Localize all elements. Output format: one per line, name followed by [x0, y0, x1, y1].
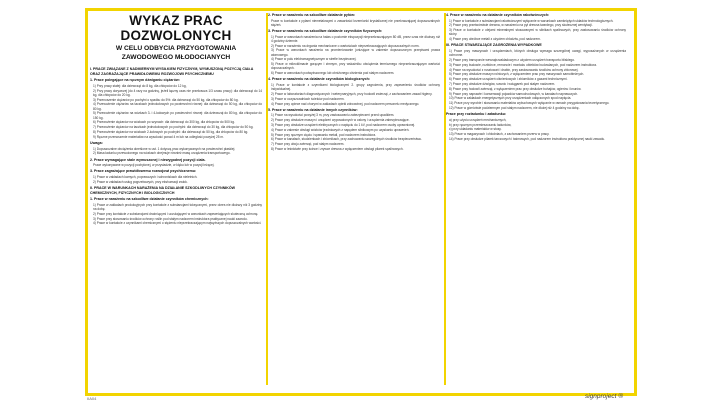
list-item: 7) Prace przy uboju zwierząt, pod stałym nadzorem. [271, 142, 345, 147]
list-item: 8) Prace przy hodowli zwierząt, z wyłączeniem prac przy obsłudze buhajów, ogierów i knurów. [449, 86, 582, 91]
list-item: 7) Prace przy obsłudze dźwigów, suwnic i wciągarek pod stałym nadzorem. [449, 81, 556, 86]
list-item: 12) Prace w górnictwie podziemnym pod stałym nadzorem, nie dłużej niż 4 godziny na dobę. [449, 105, 580, 110]
section-heading: 4. Prace w narażeniu na działanie czynników biologicznych: [268, 77, 371, 82]
list-item: 1) Dopuszczalne obciążenia określone w ust. 1 dotyczą prac wykonywanych na powierzchni płaskiej. [93, 146, 236, 151]
list-item: 1) Przy pracy stałej: dla dziewcząt do 8 kg, dla chłopców do 12 kg, [93, 83, 187, 88]
list-item: 4) Przewożenie ciężarów na taczkach jednokołowych po powierzchni równej: dla dziewcząt do 50 kg, dla chłopców do 80 kg. [93, 102, 262, 111]
section-heading: Prace przy rozładunku i załadunku: [446, 112, 507, 117]
list-item: 6) Prace w kanałach, studzienkach i zbiornikach, przy zachowaniu szczególnych środków bezpieczeństwa. [271, 137, 422, 142]
list-item: 1) Prace przy maszynach i urządzeniach, których obsługa wymaga szczególnej uwagi, wyposażonych w urządzenia ochronne. [449, 48, 626, 58]
page-title: WYKAZ PRAC DOZWOLONYCH [120, 13, 232, 43]
list-item: b) przy ręcznym przemieszczaniu ładunków, [449, 122, 512, 127]
title-block [90, 13, 262, 65]
list-item: 1) Prace w zakładach karnych, poprawczych i schroniskach dla nieletnich. [93, 174, 198, 179]
column-right [446, 11, 626, 387]
section-heading: III. PRACE STWARZAJĄCE ZAGROŻENIA WYPADKOWE [446, 43, 542, 48]
list-item: 4) Prace w zakresie obsługi wózków jezdniowych z napędem silnikowym po uzyskaniu uprawnień. [271, 127, 410, 132]
list-item: Prace wykonywane w pozycji pochylonej, w przysiadzie, w klęku lub w pozycji leżącej. [93, 163, 215, 168]
column-left-body [90, 67, 262, 226]
section-heading: Uwaga: [90, 140, 103, 145]
list-item: 13) Prace w magazynach i chłodniach, z zachowaniem przerw w pracy. [449, 132, 550, 137]
document-code: IIA04 [87, 396, 97, 401]
list-item: Prace w kontakcie z pyłami niemetalowymi o zawartości krzemionki krystalicznej nie przekraczającej dopuszczalnych stężeń. [271, 18, 440, 27]
list-item: 3) Prace przy stosowaniu środków ochrony roślin pod stałym nadzorem instruktora praktycznej nauki zawodu. [93, 216, 248, 221]
section-heading: 2. Prace wymagające stale wymuszonej i niewygodnej pozycji ciała. [90, 157, 206, 162]
list-item: 2) Prace przy przetwórstwie drewna, w narażeniu na pył drewna twardego, przy skutecznej wentylacji. [449, 23, 593, 28]
section-heading: 2. Prace w narażeniu na szkodliwe działanie pyłów: [268, 13, 356, 17]
list-item: 2) Prace w laboratoriach diagnostycznych i weterynaryjnych, przy hodowli zwierząt, z zachowaniem zasad higieny. [271, 91, 433, 96]
list-item: 8) Prace w leśnictwie przy ścince i zrywce drewna z wyłączeniem obsługi pilarek spalinowych. [271, 146, 404, 151]
list-item: 2) Prace przy transporcie wewnątrzzakładowym z użyciem urządzeń transportu bliskiego. [449, 57, 575, 62]
list-item: 1) Prace w kontakcie z czynnikami biologicznymi 2. grupy zagrożenia, przy zapewnieniu środków ochrony indywidualnej. [271, 82, 440, 92]
list-item: 2) Masa ładunku przewożonego na wózkach obejmuje również masę urządzenia transportowego. [93, 151, 231, 156]
list-item: 1) Prace w zakładach produkcyjnych przy kontakcie z substancjami toksycznymi, przez okres nie dłuższy niż 3 godziny na dobę. [93, 202, 262, 211]
list-item: a) przy użyciu urządzeń mechanicznych, [449, 117, 507, 122]
list-item: 5) Prace przy ręcznym cięciu i spawaniu metali, pod nadzorem instruktora. [271, 132, 377, 137]
list-item: 8) Przewożenie ciężarów na wózkach 2-kołowych po pochylni: dla dziewcząt do 50 kg, dla chłopców do 80 kg. [93, 129, 249, 134]
list-item: 2) Prace w zakładach usług pogrzebowych, przy ekshumacji zwłok. [93, 179, 188, 184]
section-heading: 3. Prace zagrażające prawidłowemu rozwojowi psychicznemu: [90, 169, 197, 174]
list-item: 3) Prace przy obsłudze urządzeń elektrycznych o napięciu do 1 kV, pod nadzorem osoby uprawnionej. [271, 122, 416, 127]
list-item: 3) Prace w oczyszczalniach ścieków pod nadzorem. [271, 96, 345, 101]
list-item: 2) Przy pracy dorywczej (do 4 razy na godzinę, jeżeli łączny czas nie przekracza 1/3 czasu pracy): dla dziewcząt do 14 kg, dla chłopców do 20 kg. [93, 88, 262, 97]
list-item: 5) Przewożenie ciężarów na wózkach 3- i 4-kołowych po powierzchni równej: dla dziewcząt do 80 kg, dla chłopców do 150 kg. [93, 111, 262, 120]
list-item: 4) Prace przy obróbce metali z użyciem chłodziw, pod nadzorem. [449, 37, 541, 42]
brand-label: signproject ® [584, 393, 623, 400]
list-item: 5) Prace w mikroklimacie gorącym i zimnym, przy wskaźniku obciążenia termicznego nieprzekraczającym wartości dopuszczalnych. [271, 62, 440, 71]
sign-sheet [85, 8, 637, 401]
column-right-body [446, 13, 626, 141]
list-item: 4) Prace w kontakcie z czynnikami chemicznymi o stężeniu nieprzekraczającym najwyższych dopuszczalnych wartości. [93, 221, 262, 226]
list-item: 6) Przewożenie ciężarów na wózkach po szynach: dla dziewcząt do 300 kg, dla chłopców do 500 kg. [93, 120, 235, 125]
list-item: 4) Prace w polu elektromagnetycznym w strefie bezpiecznej. [271, 57, 357, 62]
section-heading: 4. Prace w narażeniu na działanie czynników rakotwórczych: [446, 13, 550, 17]
section-heading: 3. Prace w narażeniu na szkodliwe działanie czynników fizycznych: [268, 29, 383, 33]
list-item: 3) Prace przy budowie, rozbiórce, remoncie i montażu obiektów budowlanych, pod nadzorem instruktora. [449, 62, 597, 67]
section-heading: II. PRACE W WARUNKACH NARAŻENIA NA DZIAŁANIE SZKODLIWYCH CZYNNIKÓW CHEMICZNYCH, FIZYCZNYCH I BIOLOGICZNYCH [90, 185, 236, 195]
list-item: 6) Prace przy obsłudze urządzeń ciśnieniowych i zbiorników z gazami technicznymi. [449, 77, 568, 82]
section-heading: 5. Prace w narażeniu na działanie innych czynników: [268, 107, 358, 112]
list-item: 9) Prace przy naprawie i konserwacji pojazdów samochodowych, w kanałach naprawczych. [449, 91, 578, 96]
list-item: 9) Ręczne przenoszenie materiałów na wysokość ponad 4 m lub na odległość powyżej 25 m. [93, 134, 224, 139]
page-subtitle: W CELU ODBYCIA PRZYGOTOWANIA ZAWODOWEGO MŁODOCIANYCH [115, 45, 237, 61]
list-item: 4) Prace przy opiece nad chorymi w zakładach opieki zdrowotnej, pod nadzorem personelu medycznego. [271, 101, 420, 106]
section-heading: 1. Prace polegające na ręcznym dźwiganiu ciężarów: [90, 78, 180, 83]
list-item: 14) Prace przy obsłudze pilarek tarczowych i taśmowych, pod nadzorem instruktora praktycznej nauki zawodu. [449, 136, 606, 141]
list-item: 5) Prace przy obsłudze maszyn rolniczych, z wyłączeniem prac przy maszynach samobieżnych. [449, 72, 585, 77]
section-heading: 1. Prace w narażeniu na szkodliwe działanie czynników chemicznych: [90, 197, 209, 202]
list-item: 4) Prace na wysokości z rusztowań i drabin, przy zastosowaniu środków ochrony zbiorowej. [449, 67, 579, 72]
list-item: 2) Prace przy obsłudze maszyn i urządzeń wyposażonych w osłony i urządzenia zabezpieczające. [271, 118, 410, 123]
list-item: 2) Prace w narażeniu na drgania mechaniczne o wartościach nieprzekraczających dopuszczalnych norm. [271, 43, 420, 48]
list-item: 2) Prace przy kontakcie z substancjami drażniącymi i uczulającymi w warunkach zapewniających skuteczną ochronę. [93, 211, 259, 216]
list-item: 1) Prace na wysokości powyżej 3 m, przy zastosowaniu zabezpieczeń przed upadkiem. [271, 113, 395, 118]
list-item: 6) Prace w warunkach podwyższonego lub obniżonego ciśnienia pod stałym nadzorem. [271, 71, 395, 76]
list-item: 1) Prace w kontakcie z substancjami rakotwórczymi wyłącznie w warunkach zamkniętych układów technologicznych. [449, 18, 614, 23]
list-item: 7) Przewożenie ciężarów na taczkach jednokołowych po pochylni: dla dziewcząt do 30 kg, dla chłopców do 50 kg. [93, 125, 254, 130]
list-item: 1) Prace w warunkach narażenia na hałas o poziomie ekspozycji nieprzekraczającym 80 dB, przez czas nie dłuższy niż 4 godziny dziennie. [271, 34, 440, 43]
list-item: c) przy układaniu materiałów w stosy. [449, 127, 502, 132]
list-item: 10) Prace w zakładach energetycznych przy urządzeniach odłączonych spod napięcia. [449, 96, 572, 101]
column-left [90, 11, 262, 387]
list-item: 11) Prace przy wyrobie i stosowaniu materiałów wybuchowych wyłącznie w ramach przygotowania teoretycznego. [449, 101, 610, 106]
list-item: 3) Prace w warunkach narażenia na promieniowanie jonizujące w zakresie dopuszczonym przepisami prawa atomowego. [271, 48, 440, 57]
column-middle [268, 11, 440, 387]
list-item: 3) Prace w kontakcie z olejami mineralnymi stosowanymi w silnikach spalinowych, przy zastosowaniu środków ochrony skóry. [449, 28, 626, 37]
list-item: 3) Przenoszenie ciężarów po pochylni o spadku do 5%: dla dziewcząt do 50 kg, dla chłopców do 80 kg. [93, 97, 239, 102]
column-middle-body [268, 13, 440, 151]
section-heading: I. PRACE ZWIĄZANE Z NADMIERNYM WYSIŁKIEM FIZYCZNYM, WYMUSZONĄ POZYCJĄ CIAŁA ORAZ ZAGRAŻAJĄCE PRAWIDŁOWEMU ROZWOJOWI PSYCHICZNEMU [90, 67, 254, 76]
